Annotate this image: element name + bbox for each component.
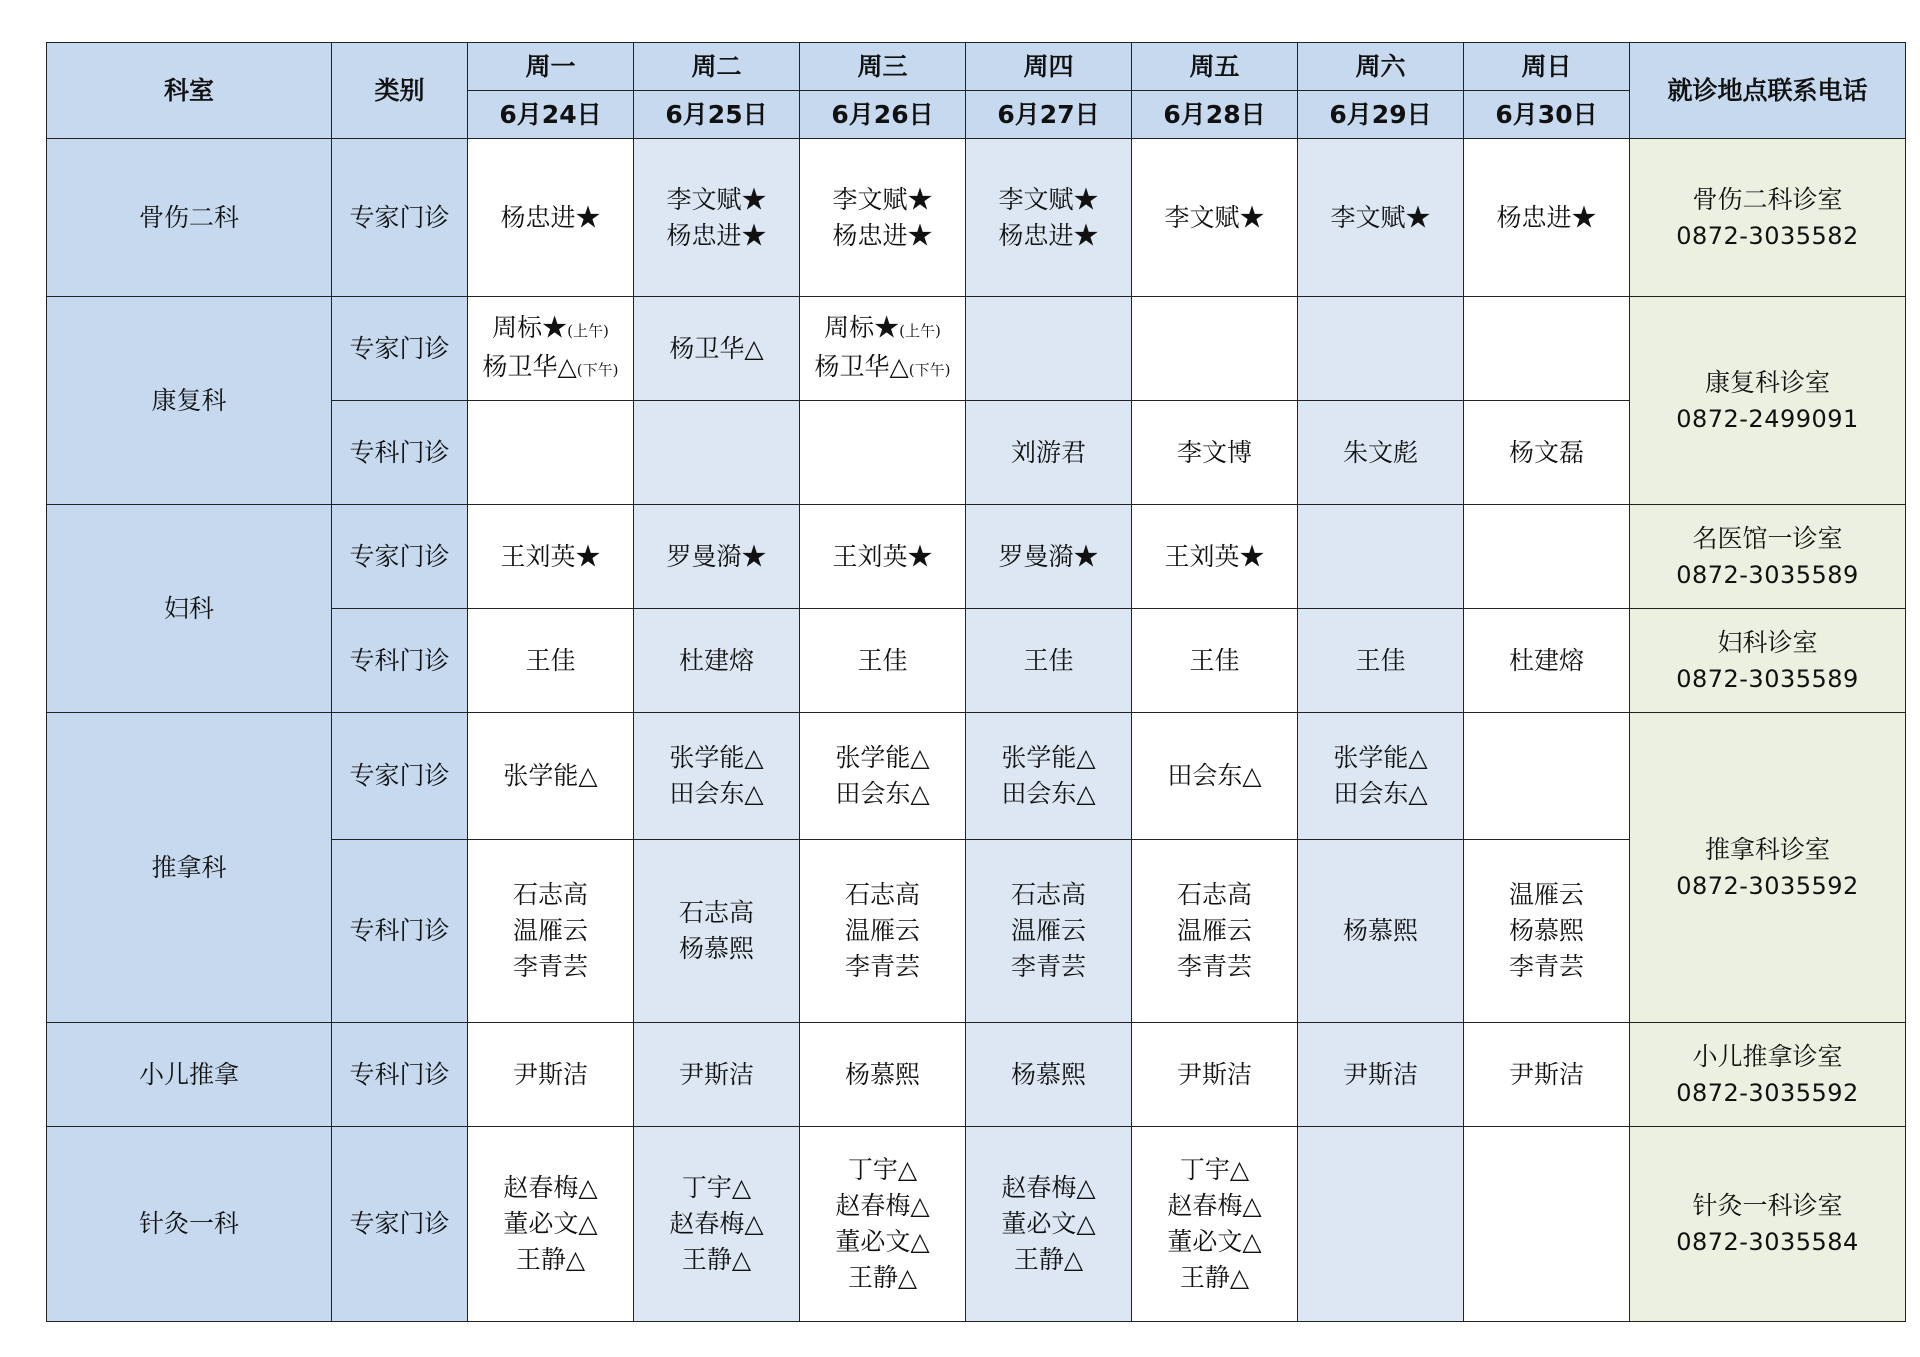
schedule-cell <box>800 505 966 609</box>
doctor-name: 王佳 <box>1023 645 1074 675</box>
department-cell: 康复科 <box>47 297 332 505</box>
schedule-cell <box>1298 840 1464 1023</box>
schedule-cell <box>966 713 1132 840</box>
schedule-cell <box>800 139 966 297</box>
doctor-name: 温雁云 <box>1176 916 1252 945</box>
doctor-name: 王刘英★ <box>1164 541 1265 571</box>
header-weekday: 周日 <box>1464 43 1630 91</box>
doctor-entry <box>1132 539 1297 575</box>
header-weekday: 周六 <box>1298 43 1464 91</box>
doctor-entry <box>1464 949 1629 985</box>
doctor-entry <box>800 1152 965 1188</box>
schedule-cell <box>966 840 1132 1023</box>
doctor-name: 王静△ <box>515 1245 586 1274</box>
doctor-name: 温雁云 <box>1508 880 1584 909</box>
doctor-name: 丁宇△ <box>847 1155 918 1184</box>
schedule-cell <box>800 1023 966 1127</box>
doctor-entry <box>1464 435 1629 471</box>
category-cell: 专家门诊 <box>332 1127 468 1322</box>
schedule-cell <box>1298 609 1464 713</box>
schedule-cell <box>634 609 800 713</box>
location-cell <box>1630 505 1906 609</box>
doctor-name: 石志高 <box>678 898 754 927</box>
table-row <box>47 297 1906 401</box>
schedule-cell <box>1298 713 1464 840</box>
doctor-entry <box>966 182 1131 218</box>
schedule-cell <box>800 401 966 505</box>
session-note: (下午) <box>576 360 619 379</box>
doctor-name: 田会东△ <box>1333 779 1428 808</box>
schedule-cell <box>634 139 800 297</box>
department-cell: 骨伤二科 <box>47 139 332 297</box>
doctor-name: 尹斯洁 <box>512 1059 588 1089</box>
location-room: 康复科诊室 <box>1704 367 1830 397</box>
doctor-entry <box>468 200 633 236</box>
location-cell <box>1630 1023 1906 1127</box>
doctor-name: 李青芸 <box>1508 952 1584 981</box>
schedule-cell <box>1132 297 1298 401</box>
doctor-name: 杨慕熙 <box>678 934 754 963</box>
schedule-cell <box>966 1127 1132 1322</box>
location-room: 妇科诊室 <box>1717 627 1818 657</box>
schedule-cell <box>1132 713 1298 840</box>
doctor-entry <box>1132 1260 1297 1296</box>
doctor-entry <box>634 643 799 679</box>
schedule-cell <box>1298 505 1464 609</box>
doctor-entry <box>966 218 1131 254</box>
doctor-entry <box>468 1057 633 1093</box>
doctor-entry <box>800 1260 965 1296</box>
doctor-name: 田会东△ <box>1001 779 1096 808</box>
doctor-entry <box>1132 200 1297 236</box>
schedule-cell <box>1132 139 1298 297</box>
schedule-cell <box>966 609 1132 713</box>
doctor-name: 石志高 <box>844 880 920 909</box>
doctor-name: 杨慕熙 <box>1342 916 1418 945</box>
doctor-entry <box>1132 913 1297 949</box>
doctor-entry <box>966 1206 1131 1242</box>
category-cell: 专科门诊 <box>332 840 468 1023</box>
doctor-name: 王佳 <box>525 645 576 675</box>
doctor-entry <box>1298 200 1463 236</box>
doctor-entry <box>634 539 799 575</box>
doctor-entry <box>634 218 799 254</box>
doctor-name: 朱文彪 <box>1342 437 1418 467</box>
doctor-entry <box>800 218 965 254</box>
schedule-cell <box>1464 401 1630 505</box>
doctor-entry <box>634 182 799 218</box>
schedule-cell <box>1464 840 1630 1023</box>
schedule-cell <box>1132 505 1298 609</box>
schedule-cell <box>1298 139 1464 297</box>
schedule-cell <box>468 840 634 1023</box>
doctor-name: 王佳 <box>1189 645 1240 675</box>
schedule-cell <box>1298 1023 1464 1127</box>
doctor-entry <box>1298 740 1463 776</box>
doctor-name: 董必文△ <box>503 1209 598 1238</box>
doctor-name: 张学能△ <box>835 743 930 772</box>
schedule-cell <box>634 1023 800 1127</box>
header-department: 科室 <box>47 43 332 139</box>
doctor-entry <box>468 1170 633 1206</box>
doctor-entry <box>966 1057 1131 1093</box>
doctor-name: 李文赋★ <box>1330 202 1431 232</box>
doctor-entry <box>468 1242 633 1278</box>
schedule-cell <box>1464 297 1630 401</box>
doctor-entry <box>800 643 965 679</box>
doctor-entry <box>800 1057 965 1093</box>
category-cell: 专家门诊 <box>332 505 468 609</box>
doctor-name: 赵春梅△ <box>503 1173 598 1202</box>
doctor-entry <box>634 931 799 967</box>
doctor-name: 杨卫华△ <box>669 333 764 363</box>
doctor-name: 李文赋★ <box>1164 202 1265 232</box>
schedule-cell <box>1132 1023 1298 1127</box>
doctor-name: 赵春梅△ <box>835 1191 930 1220</box>
header-date: 6月30日 <box>1464 91 1630 139</box>
doctor-name: 罗曼漪★ <box>998 541 1099 571</box>
doctor-entry <box>1464 200 1629 236</box>
schedule-cell <box>1298 401 1464 505</box>
doctor-name: 董必文△ <box>835 1227 930 1256</box>
doctor-entry <box>966 1170 1131 1206</box>
table-row <box>47 505 1906 609</box>
doctor-name: 王佳 <box>857 645 908 675</box>
schedule-cell <box>468 297 634 401</box>
schedule-cell <box>1132 1127 1298 1322</box>
doctor-entry <box>1132 949 1297 985</box>
doctor-entry <box>800 539 965 575</box>
doctor-entry <box>800 1224 965 1260</box>
category-cell: 专科门诊 <box>332 1023 468 1127</box>
header-weekday: 周二 <box>634 43 800 91</box>
schedule-sheet <box>46 42 1906 1322</box>
schedule-cell <box>1464 1127 1630 1322</box>
doctor-entry <box>1464 643 1629 679</box>
schedule-cell <box>468 1023 634 1127</box>
doctor-name: 王静△ <box>1179 1263 1250 1292</box>
doctor-name: 杨忠进★ <box>998 220 1099 250</box>
schedule-cell <box>634 505 800 609</box>
doctor-entry <box>468 758 633 794</box>
doctor-name: 杨忠进★ <box>500 202 601 232</box>
session-note: (下午) <box>908 360 951 379</box>
header-date: 6月28日 <box>1132 91 1298 139</box>
doctor-name: 石志高 <box>512 880 588 909</box>
doctor-entry <box>966 949 1131 985</box>
schedule-cell <box>1464 609 1630 713</box>
doctor-name: 尹斯洁 <box>678 1059 754 1089</box>
location-phone: 0872-3035589 <box>1676 560 1859 589</box>
schedule-cell <box>800 297 966 401</box>
location-room: 推拿科诊室 <box>1704 834 1830 864</box>
doctor-name: 赵春梅△ <box>1167 1191 1262 1220</box>
doctor-entry <box>1132 1224 1297 1260</box>
doctor-name: 赵春梅△ <box>669 1209 764 1238</box>
schedule-cell <box>1298 1127 1464 1322</box>
schedule-cell <box>1132 401 1298 505</box>
schedule-cell <box>468 139 634 297</box>
doctor-entry <box>468 643 633 679</box>
doctor-name: 温雁云 <box>844 916 920 945</box>
header-date: 6月29日 <box>1298 91 1464 139</box>
doctor-name: 李文赋★ <box>998 184 1099 214</box>
schedule-cell <box>468 505 634 609</box>
doctor-entry <box>966 1242 1131 1278</box>
doctor-name: 王佳 <box>1355 645 1406 675</box>
location-phone: 0872-3035582 <box>1676 221 1859 250</box>
location-cell <box>1630 609 1906 713</box>
doctor-entry <box>800 776 965 812</box>
doctor-entry <box>800 349 965 388</box>
doctor-name: 杨文磊 <box>1508 437 1584 467</box>
header-weekday: 周五 <box>1132 43 1298 91</box>
location-room: 小儿推拿诊室 <box>1692 1041 1843 1071</box>
location-phone: 0872-3035584 <box>1676 1228 1859 1256</box>
doctor-name: 李青芸 <box>512 952 588 981</box>
header-weekday: 周三 <box>800 43 966 91</box>
doctor-entry <box>1132 1152 1297 1188</box>
schedule-cell <box>800 713 966 840</box>
location-phone: 0872-3035592 <box>1676 871 1859 900</box>
doctor-name: 罗曼漪★ <box>666 541 767 571</box>
doctor-name: 李文赋★ <box>666 184 767 214</box>
doctor-entry <box>1132 435 1297 471</box>
doctor-entry <box>800 913 965 949</box>
doctor-name: 尹斯洁 <box>1176 1059 1252 1089</box>
doctor-name: 田会东△ <box>835 779 930 808</box>
doctor-name: 张学能△ <box>1001 743 1096 772</box>
header-row-weekday <box>47 43 1906 91</box>
clinic-schedule-table <box>46 42 1906 1322</box>
schedule-cell <box>634 713 800 840</box>
doctor-entry <box>468 1206 633 1242</box>
doctor-entry <box>468 877 633 913</box>
doctor-entry <box>634 1206 799 1242</box>
category-cell: 专家门诊 <box>332 713 468 840</box>
doctor-entry <box>966 776 1131 812</box>
doctor-entry <box>800 949 965 985</box>
location-phone: 0872-3035592 <box>1676 1078 1859 1107</box>
header-date: 6月27日 <box>966 91 1132 139</box>
doctor-entry <box>1132 877 1297 913</box>
doctor-name: 李青芸 <box>844 952 920 981</box>
doctor-entry <box>1298 643 1463 679</box>
doctor-entry <box>800 310 965 349</box>
doctor-entry <box>1464 877 1629 913</box>
doctor-entry <box>1132 1057 1297 1093</box>
doctor-name: 周标★ <box>824 312 900 342</box>
table-row <box>47 1127 1906 1322</box>
doctor-entry <box>634 1170 799 1206</box>
header-location: 就诊地点联系电话 <box>1630 43 1906 139</box>
session-note: (上午) <box>567 321 609 340</box>
category-cell: 专科门诊 <box>332 609 468 713</box>
table-row <box>47 1023 1906 1127</box>
doctor-name: 杨卫华△ <box>482 351 577 381</box>
doctor-entry <box>634 776 799 812</box>
location-cell <box>1630 713 1906 1023</box>
schedule-cell <box>966 505 1132 609</box>
department-cell: 针灸一科 <box>47 1127 332 1322</box>
doctor-name: 温雁云 <box>512 916 588 945</box>
location-room: 骨伤二科诊室 <box>1692 184 1843 214</box>
doctor-entry <box>468 349 633 388</box>
schedule-cell <box>1132 840 1298 1023</box>
doctor-name: 刘游君 <box>1010 437 1086 467</box>
doctor-entry <box>1464 913 1629 949</box>
department-cell: 妇科 <box>47 505 332 713</box>
doctor-name: 周标★ <box>492 312 568 342</box>
doctor-name: 尹斯洁 <box>1508 1059 1584 1089</box>
doctor-entry <box>800 182 965 218</box>
schedule-cell <box>800 609 966 713</box>
department-cell: 推拿科 <box>47 713 332 1023</box>
doctor-name: 李青芸 <box>1010 952 1086 981</box>
doctor-name: 李青芸 <box>1176 952 1252 981</box>
location-cell <box>1630 139 1906 297</box>
schedule-cell <box>1464 139 1630 297</box>
doctor-name: 王刘英★ <box>832 541 933 571</box>
schedule-cell <box>966 139 1132 297</box>
doctor-entry <box>1132 643 1297 679</box>
header-date: 6月24日 <box>468 91 634 139</box>
location-phone: 0872-3035589 <box>1676 664 1859 693</box>
schedule-cell <box>634 401 800 505</box>
doctor-entry <box>800 877 965 913</box>
location-cell <box>1630 1127 1906 1322</box>
doctor-name: 张学能△ <box>503 761 598 790</box>
header-date: 6月25日 <box>634 91 800 139</box>
doctor-entry <box>1298 776 1463 812</box>
doctor-entry <box>1298 1057 1463 1093</box>
location-room: 针灸一科诊室 <box>1692 1191 1843 1220</box>
doctor-entry <box>468 949 633 985</box>
doctor-entry <box>634 1242 799 1278</box>
doctor-name: 田会东△ <box>669 779 764 808</box>
doctor-entry <box>468 539 633 575</box>
schedule-cell <box>800 840 966 1023</box>
table-row <box>47 139 1906 297</box>
doctor-name: 李文博 <box>1176 437 1252 467</box>
doctor-entry <box>1298 435 1463 471</box>
doctor-entry <box>634 895 799 931</box>
doctor-entry <box>468 913 633 949</box>
session-note: (上午) <box>899 321 941 340</box>
header-weekday: 周一 <box>468 43 634 91</box>
doctor-name: 温雁云 <box>1010 916 1086 945</box>
schedule-cell <box>1464 1023 1630 1127</box>
table-row <box>47 713 1906 840</box>
doctor-name: 李文赋★ <box>832 184 933 214</box>
schedule-cell <box>1298 297 1464 401</box>
doctor-name: 丁宇△ <box>681 1173 752 1202</box>
header-date: 6月26日 <box>800 91 966 139</box>
doctor-entry <box>800 740 965 776</box>
schedule-cell <box>634 840 800 1023</box>
doctor-name: 杨忠进★ <box>666 220 767 250</box>
doctor-name: 董必文△ <box>1167 1227 1262 1256</box>
schedule-cell <box>468 1127 634 1322</box>
doctor-entry <box>1464 1057 1629 1093</box>
category-cell: 专家门诊 <box>332 297 468 401</box>
doctor-name: 杨忠进★ <box>832 220 933 250</box>
schedule-cell <box>634 297 800 401</box>
doctor-entry <box>966 913 1131 949</box>
location-room: 名医馆一诊室 <box>1692 523 1843 553</box>
doctor-entry <box>966 877 1131 913</box>
doctor-name: 张学能△ <box>669 743 764 772</box>
doctor-entry <box>634 331 799 367</box>
schedule-cell <box>1464 713 1630 840</box>
doctor-name: 杜建熔 <box>678 645 754 675</box>
doctor-name: 杨忠进★ <box>1496 202 1597 232</box>
location-cell <box>1630 297 1906 505</box>
schedule-cell <box>468 609 634 713</box>
doctor-name: 石志高 <box>1176 880 1252 909</box>
schedule-cell <box>966 297 1132 401</box>
doctor-name: 王静△ <box>1013 1245 1084 1274</box>
schedule-cell <box>634 1127 800 1322</box>
doctor-name: 杨慕熙 <box>844 1059 920 1089</box>
doctor-entry <box>966 435 1131 471</box>
doctor-entry <box>966 539 1131 575</box>
doctor-name: 董必文△ <box>1001 1209 1096 1238</box>
doctor-entry <box>634 740 799 776</box>
doctor-name: 王静△ <box>681 1245 752 1274</box>
doctor-name: 赵春梅△ <box>1001 1173 1096 1202</box>
doctor-entry <box>634 1057 799 1093</box>
category-cell: 专科门诊 <box>332 401 468 505</box>
doctor-name: 杨慕熙 <box>1010 1059 1086 1089</box>
doctor-entry <box>966 740 1131 776</box>
doctor-entry <box>1132 1188 1297 1224</box>
category-cell: 专家门诊 <box>332 139 468 297</box>
doctor-entry <box>966 643 1131 679</box>
schedule-cell <box>468 401 634 505</box>
schedule-cell <box>800 1127 966 1322</box>
department-cell: 小儿推拿 <box>47 1023 332 1127</box>
location-phone: 0872-2499091 <box>1676 404 1859 433</box>
doctor-name: 杨卫华△ <box>814 351 909 381</box>
schedule-cell <box>1132 609 1298 713</box>
header-weekday: 周四 <box>966 43 1132 91</box>
schedule-cell <box>1464 505 1630 609</box>
doctor-name: 张学能△ <box>1333 743 1428 772</box>
schedule-cell <box>966 1023 1132 1127</box>
header-category: 类别 <box>332 43 468 139</box>
doctor-name: 石志高 <box>1010 880 1086 909</box>
doctor-name: 田会东△ <box>1167 761 1262 790</box>
doctor-name: 王刘英★ <box>500 541 601 571</box>
doctor-name: 杨慕熙 <box>1508 916 1584 945</box>
schedule-cell <box>966 401 1132 505</box>
doctor-entry <box>800 1188 965 1224</box>
doctor-entry <box>468 310 633 349</box>
doctor-name: 尹斯洁 <box>1342 1059 1418 1089</box>
schedule-cell <box>468 713 634 840</box>
doctor-name: 王静△ <box>847 1263 918 1292</box>
doctor-entry <box>1132 758 1297 794</box>
doctor-name: 丁宇△ <box>1179 1155 1250 1184</box>
doctor-entry <box>1298 913 1463 949</box>
doctor-name: 杜建熔 <box>1508 645 1584 675</box>
